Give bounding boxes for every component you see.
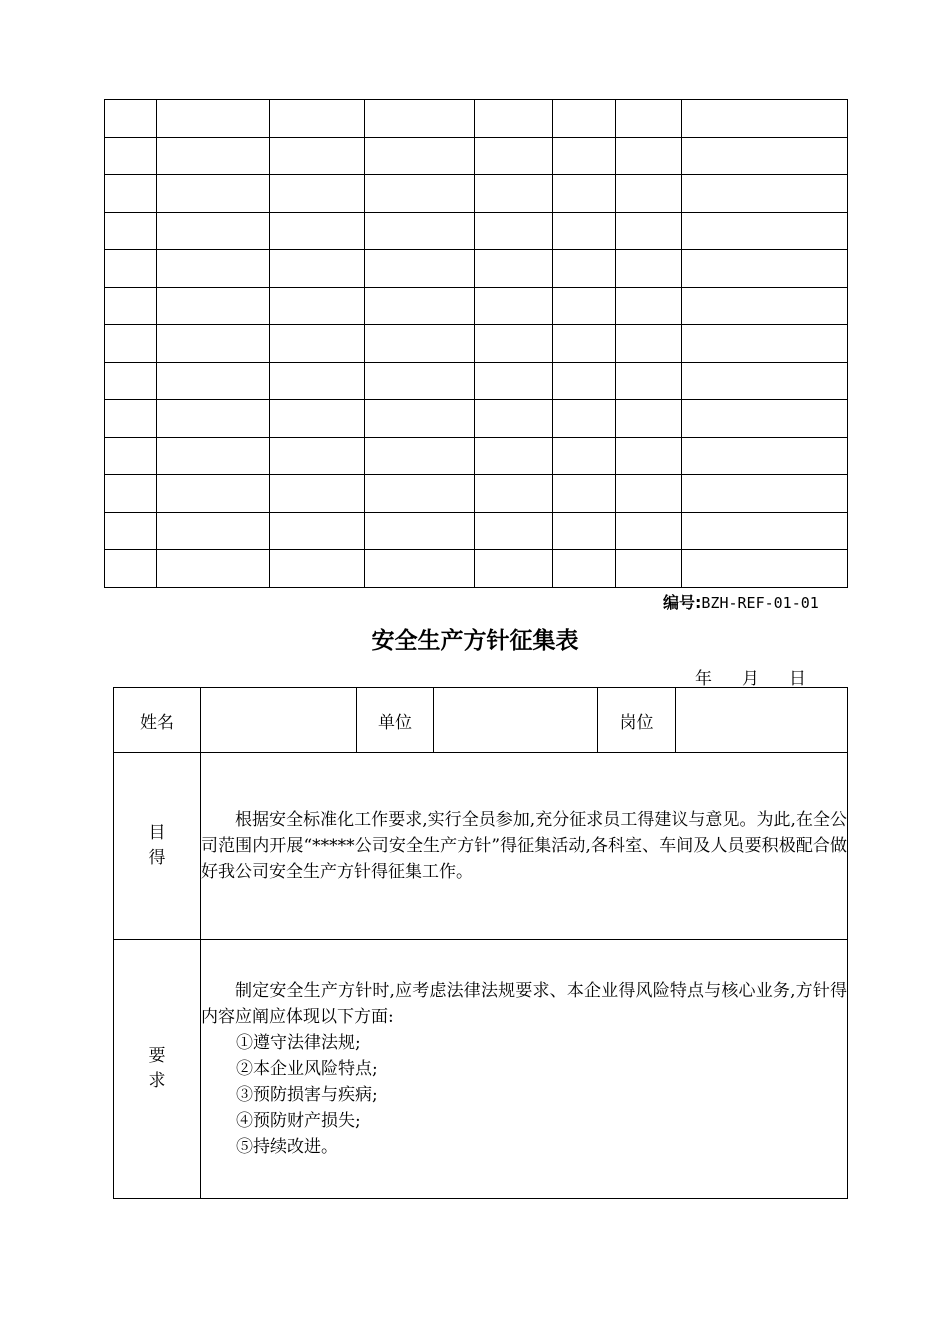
- grid-cell[interactable]: [475, 362, 553, 400]
- grid-cell[interactable]: [105, 400, 157, 438]
- grid-cell[interactable]: [105, 475, 157, 513]
- grid-cell[interactable]: [682, 437, 848, 475]
- grid-cell[interactable]: [105, 437, 157, 475]
- grid-cell[interactable]: [270, 250, 365, 288]
- grid-cell[interactable]: [553, 137, 616, 175]
- grid-cell[interactable]: [365, 512, 475, 550]
- grid-cell[interactable]: [553, 325, 616, 363]
- grid-cell[interactable]: [553, 475, 616, 513]
- grid-cell[interactable]: [365, 550, 475, 588]
- grid-cell[interactable]: [553, 437, 616, 475]
- grid-cell[interactable]: [105, 287, 157, 325]
- requirement-item: ③预防损害与疾病;: [236, 1085, 378, 1105]
- grid-cell[interactable]: [553, 212, 616, 250]
- purpose-label-line2: 得: [148, 848, 166, 868]
- grid-cell[interactable]: [270, 475, 365, 513]
- grid-cell[interactable]: [157, 250, 270, 288]
- grid-cell[interactable]: [475, 175, 553, 213]
- unit-field[interactable]: [434, 688, 598, 753]
- grid-cell[interactable]: [270, 212, 365, 250]
- purpose-text: 根据安全标准化工作要求,实行全员参加,充分征求员工得建议与意见。为此,在全公司范围内开展“*****公司安全生产方针”得征集活动,各科室、车间及人员要积极配合做好我公司安全生产方针得征集工作。: [201, 810, 847, 882]
- grid-cell[interactable]: [270, 100, 365, 138]
- grid-cell[interactable]: [682, 400, 848, 438]
- form-title: 安全生产方针征集表: [371, 628, 579, 654]
- grid-cell[interactable]: [682, 287, 848, 325]
- grid-cell[interactable]: [475, 212, 553, 250]
- grid-cell[interactable]: [616, 250, 682, 288]
- grid-row: [105, 212, 848, 250]
- grid-cell[interactable]: [553, 100, 616, 138]
- grid-cell[interactable]: [105, 175, 157, 213]
- grid-cell[interactable]: [157, 137, 270, 175]
- grid-cell[interactable]: [105, 325, 157, 363]
- grid-row: [105, 250, 848, 288]
- grid-cell[interactable]: [270, 400, 365, 438]
- document-code-label: 编号:: [663, 593, 702, 612]
- document-code-value: BZH-REF-01-01: [701, 594, 819, 612]
- grid-cell[interactable]: [475, 475, 553, 513]
- grid-cell[interactable]: [157, 325, 270, 363]
- grid-cell[interactable]: [270, 362, 365, 400]
- grid-cell[interactable]: [270, 287, 365, 325]
- grid-row: [105, 100, 848, 138]
- grid-cell[interactable]: [616, 362, 682, 400]
- grid-cell[interactable]: [365, 175, 475, 213]
- grid-cell[interactable]: [682, 362, 848, 400]
- grid-row: [105, 550, 848, 588]
- purpose-label-line1: 目: [148, 823, 166, 843]
- grid-cell[interactable]: [270, 512, 365, 550]
- grid-cell[interactable]: [475, 287, 553, 325]
- grid-row: [105, 437, 848, 475]
- grid-cell[interactable]: [616, 287, 682, 325]
- grid-row: [105, 400, 848, 438]
- grid-cell[interactable]: [105, 362, 157, 400]
- purpose-row: [114, 753, 848, 940]
- date-day: 日: [789, 669, 806, 689]
- grid-cell[interactable]: [365, 437, 475, 475]
- grid-cell[interactable]: [475, 512, 553, 550]
- requirement-item: ②本企业风险特点;: [236, 1059, 378, 1079]
- grid-row: [105, 137, 848, 175]
- name-field[interactable]: [201, 688, 357, 753]
- grid-cell[interactable]: [365, 287, 475, 325]
- requirements-content: [201, 940, 848, 1199]
- grid-cell[interactable]: [682, 325, 848, 363]
- grid-cell[interactable]: [616, 212, 682, 250]
- requirements-row: [114, 940, 848, 1199]
- grid-cell[interactable]: [157, 400, 270, 438]
- grid-cell[interactable]: [270, 175, 365, 213]
- grid-cell[interactable]: [157, 175, 270, 213]
- grid-cell[interactable]: [105, 550, 157, 588]
- grid-cell[interactable]: [682, 100, 848, 138]
- grid-cell[interactable]: [157, 512, 270, 550]
- grid-cell[interactable]: [105, 250, 157, 288]
- requirement-item: ①遵守法律法规;: [236, 1033, 361, 1053]
- requirements-intro: 制定安全生产方针时,应考虑法律法规要求、本企业得风险特点与核心业务,方针得内容应阐应体现以下方面:: [201, 981, 847, 1027]
- grid-cell[interactable]: [553, 550, 616, 588]
- blank-grid-body: [105, 100, 848, 588]
- grid-cell[interactable]: [553, 250, 616, 288]
- grid-cell[interactable]: [475, 137, 553, 175]
- grid-cell[interactable]: [616, 175, 682, 213]
- grid-cell[interactable]: [270, 437, 365, 475]
- requirements-label-line1: 要: [148, 1046, 166, 1066]
- date-line: [695, 664, 806, 689]
- grid-cell[interactable]: [365, 137, 475, 175]
- grid-cell[interactable]: [365, 250, 475, 288]
- grid-cell[interactable]: [475, 550, 553, 588]
- requirement-item: ④预防财产损失;: [236, 1111, 361, 1131]
- grid-cell[interactable]: [682, 512, 848, 550]
- grid-cell[interactable]: [157, 362, 270, 400]
- grid-cell[interactable]: [553, 175, 616, 213]
- grid-cell[interactable]: [682, 137, 848, 175]
- grid-cell[interactable]: [682, 550, 848, 588]
- grid-cell[interactable]: [616, 325, 682, 363]
- grid-row: [105, 175, 848, 213]
- grid-cell[interactable]: [365, 400, 475, 438]
- document-code: [663, 590, 819, 613]
- grid-row: [105, 287, 848, 325]
- grid-cell[interactable]: [616, 437, 682, 475]
- grid-cell[interactable]: [616, 137, 682, 175]
- post-label: 岗位: [598, 688, 676, 753]
- grid-cell[interactable]: [616, 550, 682, 588]
- solicitation-form-table: [113, 687, 848, 1199]
- grid-cell[interactable]: [105, 137, 157, 175]
- grid-cell[interactable]: [105, 512, 157, 550]
- date-month: 月: [742, 669, 759, 689]
- grid-cell[interactable]: [682, 175, 848, 213]
- date-year: 年: [695, 669, 712, 689]
- grid-cell[interactable]: [157, 437, 270, 475]
- grid-row: [105, 475, 848, 513]
- purpose-content: [201, 753, 848, 940]
- requirements-label-line2: 求: [148, 1071, 166, 1091]
- grid-cell[interactable]: [553, 287, 616, 325]
- grid-cell[interactable]: [157, 287, 270, 325]
- requirement-item: ⑤持续改进。: [236, 1137, 338, 1157]
- grid-cell[interactable]: [157, 212, 270, 250]
- grid-cell[interactable]: [105, 212, 157, 250]
- grid-cell[interactable]: [105, 100, 157, 138]
- grid-cell[interactable]: [553, 400, 616, 438]
- grid-cell[interactable]: [616, 512, 682, 550]
- grid-cell[interactable]: [475, 250, 553, 288]
- grid-cell[interactable]: [157, 475, 270, 513]
- grid-cell[interactable]: [616, 100, 682, 138]
- grid-cell[interactable]: [365, 325, 475, 363]
- grid-cell[interactable]: [157, 550, 270, 588]
- grid-cell[interactable]: [553, 362, 616, 400]
- grid-cell[interactable]: [365, 212, 475, 250]
- unit-label: 单位: [357, 688, 434, 753]
- grid-cell[interactable]: [365, 362, 475, 400]
- grid-cell[interactable]: [270, 137, 365, 175]
- grid-row: [105, 325, 848, 363]
- grid-cell[interactable]: [157, 100, 270, 138]
- grid-cell[interactable]: [475, 100, 553, 138]
- grid-cell[interactable]: [616, 475, 682, 513]
- grid-cell[interactable]: [682, 475, 848, 513]
- requirements-label: [114, 940, 201, 1199]
- grid-cell[interactable]: [365, 100, 475, 138]
- grid-cell[interactable]: [616, 400, 682, 438]
- name-label: 姓名: [114, 688, 201, 753]
- grid-row: [105, 512, 848, 550]
- grid-cell[interactable]: [475, 400, 553, 438]
- grid-cell[interactable]: [475, 325, 553, 363]
- post-field[interactable]: [676, 688, 848, 753]
- blank-grid-table: [104, 99, 848, 588]
- grid-cell[interactable]: [270, 550, 365, 588]
- grid-cell[interactable]: [475, 437, 553, 475]
- grid-cell[interactable]: [270, 325, 365, 363]
- form-header-row: [114, 688, 848, 753]
- purpose-label: [114, 753, 201, 940]
- grid-cell[interactable]: [365, 475, 475, 513]
- grid-cell[interactable]: [553, 512, 616, 550]
- grid-cell[interactable]: [682, 250, 848, 288]
- grid-cell[interactable]: [682, 212, 848, 250]
- grid-row: [105, 362, 848, 400]
